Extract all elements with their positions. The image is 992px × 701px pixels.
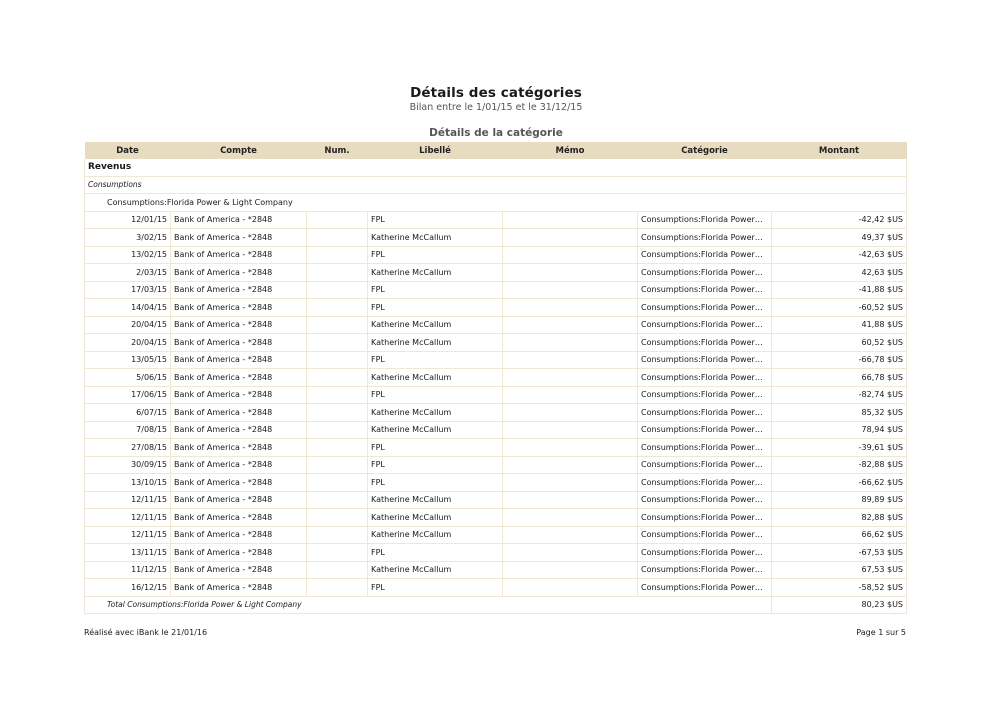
cell-category: Consumptions:Florida Power… [638, 334, 772, 352]
cell-memo [503, 211, 638, 229]
total-label: Total Consumptions:Florida Power & Light Company [85, 596, 772, 614]
total-row [85, 596, 907, 614]
cell-label: Katherine McCallum [368, 334, 503, 352]
group-label-consumptions: Consumptions [85, 176, 907, 194]
cell-category: Consumptions:Florida Power… [638, 439, 772, 457]
cell-amount: -67,53 $US [772, 544, 907, 562]
cell-label: Katherine McCallum [368, 509, 503, 527]
cell-date: 2/03/15 [85, 264, 171, 282]
cell-account: Bank of America - *2848 [171, 456, 307, 474]
column-header-amount[interactable]: Montant [772, 142, 907, 159]
cell-num [307, 229, 368, 247]
cell-category: Consumptions:Florida Power… [638, 404, 772, 422]
cell-account: Bank of America - *2848 [171, 526, 307, 544]
cell-account: Bank of America - *2848 [171, 474, 307, 492]
group-label-revenus: Revenus [85, 159, 907, 176]
cell-memo [503, 439, 638, 457]
cell-date: 12/11/15 [85, 509, 171, 527]
column-header-date[interactable]: Date [85, 142, 171, 159]
cell-category: Consumptions:Florida Power… [638, 229, 772, 247]
cell-account: Bank of America - *2848 [171, 369, 307, 387]
table-row[interactable] [85, 299, 907, 317]
cell-label: Katherine McCallum [368, 404, 503, 422]
cell-label: FPL [368, 351, 503, 369]
cell-label: FPL [368, 211, 503, 229]
cell-account: Bank of America - *2848 [171, 316, 307, 334]
cell-num [307, 246, 368, 264]
cell-date: 17/03/15 [85, 281, 171, 299]
cell-label: FPL [368, 386, 503, 404]
cell-memo [503, 264, 638, 282]
cell-label: Katherine McCallum [368, 421, 503, 439]
cell-category: Consumptions:Florida Power… [638, 561, 772, 579]
cell-label: FPL [368, 456, 503, 474]
cell-num [307, 369, 368, 387]
cell-num [307, 316, 368, 334]
cell-memo [503, 404, 638, 422]
cell-memo [503, 299, 638, 317]
cell-label: Katherine McCallum [368, 229, 503, 247]
cell-memo [503, 474, 638, 492]
cell-label: Katherine McCallum [368, 369, 503, 387]
column-header-category[interactable]: Catégorie [638, 142, 772, 159]
cell-account: Bank of America - *2848 [171, 561, 307, 579]
group-row-filler [307, 194, 907, 212]
column-header-label[interactable]: Libellé [368, 142, 503, 159]
group-row-level3 [85, 194, 907, 212]
table-row[interactable] [85, 579, 907, 597]
cell-label: FPL [368, 474, 503, 492]
cell-amount: 41,88 $US [772, 316, 907, 334]
cell-category: Consumptions:Florida Power… [638, 281, 772, 299]
cell-memo [503, 544, 638, 562]
cell-memo [503, 369, 638, 387]
cell-label: Katherine McCallum [368, 316, 503, 334]
table-row[interactable] [85, 474, 907, 492]
cell-amount: -42,63 $US [772, 246, 907, 264]
table-row[interactable] [85, 246, 907, 264]
cell-num [307, 579, 368, 597]
cell-amount: 67,53 $US [772, 561, 907, 579]
cell-category: Consumptions:Florida Power… [638, 246, 772, 264]
cell-account: Bank of America - *2848 [171, 264, 307, 282]
cell-date: 7/08/15 [85, 421, 171, 439]
cell-account: Bank of America - *2848 [171, 334, 307, 352]
table-row[interactable] [85, 509, 907, 527]
cell-label: Katherine McCallum [368, 526, 503, 544]
cell-account: Bank of America - *2848 [171, 421, 307, 439]
cell-amount: -41,88 $US [772, 281, 907, 299]
cell-category: Consumptions:Florida Power… [638, 351, 772, 369]
cell-category: Consumptions:Florida Power… [638, 544, 772, 562]
cell-memo [503, 246, 638, 264]
cell-num [307, 561, 368, 579]
cell-amount: 49,37 $US [772, 229, 907, 247]
cell-num [307, 474, 368, 492]
cell-memo [503, 491, 638, 509]
cell-memo [503, 579, 638, 597]
cell-memo [503, 561, 638, 579]
cell-label: Katherine McCallum [368, 491, 503, 509]
cell-num [307, 404, 368, 422]
cell-amount: -66,78 $US [772, 351, 907, 369]
cell-date: 12/11/15 [85, 526, 171, 544]
cell-category: Consumptions:Florida Power… [638, 264, 772, 282]
cell-num [307, 439, 368, 457]
cell-amount: -58,52 $US [772, 579, 907, 597]
cell-num [307, 281, 368, 299]
table-row[interactable] [85, 229, 907, 247]
group-row-level1 [85, 159, 907, 176]
cell-amount: 42,63 $US [772, 264, 907, 282]
cell-label: FPL [368, 544, 503, 562]
cell-amount: -42,42 $US [772, 211, 907, 229]
cell-date: 6/07/15 [85, 404, 171, 422]
cell-label: FPL [368, 579, 503, 597]
cell-account: Bank of America - *2848 [171, 544, 307, 562]
table-row[interactable] [85, 211, 907, 229]
cell-category: Consumptions:Florida Power… [638, 456, 772, 474]
cell-category: Consumptions:Florida Power… [638, 509, 772, 527]
cell-num [307, 544, 368, 562]
cell-account: Bank of America - *2848 [171, 281, 307, 299]
cell-date: 13/05/15 [85, 351, 171, 369]
cell-num [307, 491, 368, 509]
cell-date: 3/02/15 [85, 229, 171, 247]
cell-memo [503, 456, 638, 474]
cell-num [307, 456, 368, 474]
cell-amount: 66,78 $US [772, 369, 907, 387]
cell-label: FPL [368, 299, 503, 317]
cell-account: Bank of America - *2848 [171, 351, 307, 369]
total-amount: 80,23 $US [772, 596, 907, 614]
cell-memo [503, 229, 638, 247]
cell-memo [503, 509, 638, 527]
cell-category: Consumptions:Florida Power… [638, 369, 772, 387]
cell-date: 13/02/15 [85, 246, 171, 264]
footer-generated-by: Réalisé avec iBank le 21/01/16 [84, 628, 208, 637]
table-row[interactable] [85, 334, 907, 352]
cell-date: 11/12/15 [85, 561, 171, 579]
cell-num [307, 299, 368, 317]
cell-date: 5/06/15 [85, 369, 171, 387]
table-row[interactable] [85, 439, 907, 457]
cell-category: Consumptions:Florida Power… [638, 386, 772, 404]
cell-amount: -66,62 $US [772, 474, 907, 492]
cell-memo [503, 316, 638, 334]
cell-num [307, 386, 368, 404]
cell-num [307, 211, 368, 229]
cell-memo [503, 386, 638, 404]
table-row[interactable] [85, 421, 907, 439]
cell-memo [503, 351, 638, 369]
cell-account: Bank of America - *2848 [171, 579, 307, 597]
cell-label: Katherine McCallum [368, 264, 503, 282]
cell-memo [503, 281, 638, 299]
cell-num [307, 509, 368, 527]
cell-num [307, 421, 368, 439]
column-header-account[interactable]: Compte [171, 142, 307, 159]
cell-date: 30/09/15 [85, 456, 171, 474]
cell-date: 20/04/15 [85, 316, 171, 334]
cell-label: FPL [368, 246, 503, 264]
table-row[interactable] [85, 281, 907, 299]
cell-amount: -82,74 $US [772, 386, 907, 404]
cell-account: Bank of America - *2848 [171, 439, 307, 457]
cell-amount: 78,94 $US [772, 421, 907, 439]
cell-num [307, 334, 368, 352]
cell-label: FPL [368, 281, 503, 299]
group-label-florida-power: Consumptions:Florida Power & Light Company [85, 194, 307, 212]
cell-category: Consumptions:Florida Power… [638, 474, 772, 492]
cell-date: 13/10/15 [85, 474, 171, 492]
cell-category: Consumptions:Florida Power… [638, 299, 772, 317]
cell-memo [503, 334, 638, 352]
transactions-table [84, 142, 907, 614]
cell-amount: 60,52 $US [772, 334, 907, 352]
cell-account: Bank of America - *2848 [171, 299, 307, 317]
table-row[interactable] [85, 561, 907, 579]
cell-date: 16/12/15 [85, 579, 171, 597]
cell-account: Bank of America - *2848 [171, 386, 307, 404]
cell-category: Consumptions:Florida Power… [638, 579, 772, 597]
cell-amount: -82,88 $US [772, 456, 907, 474]
table-row[interactable] [85, 491, 907, 509]
cell-amount: 89,89 $US [772, 491, 907, 509]
cell-memo [503, 421, 638, 439]
cell-amount: 85,32 $US [772, 404, 907, 422]
table-row[interactable] [85, 351, 907, 369]
table-row[interactable] [85, 386, 907, 404]
cell-account: Bank of America - *2848 [171, 509, 307, 527]
section-title: Détails de la catégorie [429, 127, 563, 139]
cell-num [307, 264, 368, 282]
cell-date: 17/06/15 [85, 386, 171, 404]
cell-date: 12/11/15 [85, 491, 171, 509]
cell-num [307, 351, 368, 369]
cell-account: Bank of America - *2848 [171, 491, 307, 509]
cell-category: Consumptions:Florida Power… [638, 211, 772, 229]
cell-account: Bank of America - *2848 [171, 211, 307, 229]
cell-label: FPL [368, 439, 503, 457]
table-row[interactable] [85, 316, 907, 334]
cell-date: 14/04/15 [85, 299, 171, 317]
cell-amount: 82,88 $US [772, 509, 907, 527]
cell-account: Bank of America - *2848 [171, 246, 307, 264]
table-row[interactable] [85, 526, 907, 544]
cell-date: 13/11/15 [85, 544, 171, 562]
cell-category: Consumptions:Florida Power… [638, 526, 772, 544]
cell-category: Consumptions:Florida Power… [638, 491, 772, 509]
table-row[interactable] [85, 456, 907, 474]
cell-date: 20/04/15 [85, 334, 171, 352]
cell-category: Consumptions:Florida Power… [638, 316, 772, 334]
cell-account: Bank of America - *2848 [171, 229, 307, 247]
report-title: Détails des catégories [410, 85, 582, 101]
column-header-num[interactable]: Num. [307, 142, 368, 159]
cell-date: 12/01/15 [85, 211, 171, 229]
table-row[interactable] [85, 404, 907, 422]
table-header-row [85, 142, 907, 159]
cell-amount: -60,52 $US [772, 299, 907, 317]
group-row-level2 [85, 176, 907, 194]
report-subtitle: Bilan entre le 1/01/15 et le 31/12/15 [409, 102, 583, 113]
cell-num [307, 526, 368, 544]
cell-account: Bank of America - *2848 [171, 404, 307, 422]
cell-amount: 66,62 $US [772, 526, 907, 544]
table-row[interactable] [85, 544, 907, 562]
table-row[interactable] [85, 264, 907, 282]
cell-label: Katherine McCallum [368, 561, 503, 579]
cell-category: Consumptions:Florida Power… [638, 421, 772, 439]
column-header-memo[interactable]: Mémo [503, 142, 638, 159]
footer-page-number: Page 1 sur 5 [856, 628, 906, 637]
cell-memo [503, 526, 638, 544]
table-row[interactable] [85, 369, 907, 387]
cell-amount: -39,61 $US [772, 439, 907, 457]
cell-date: 27/08/15 [85, 439, 171, 457]
